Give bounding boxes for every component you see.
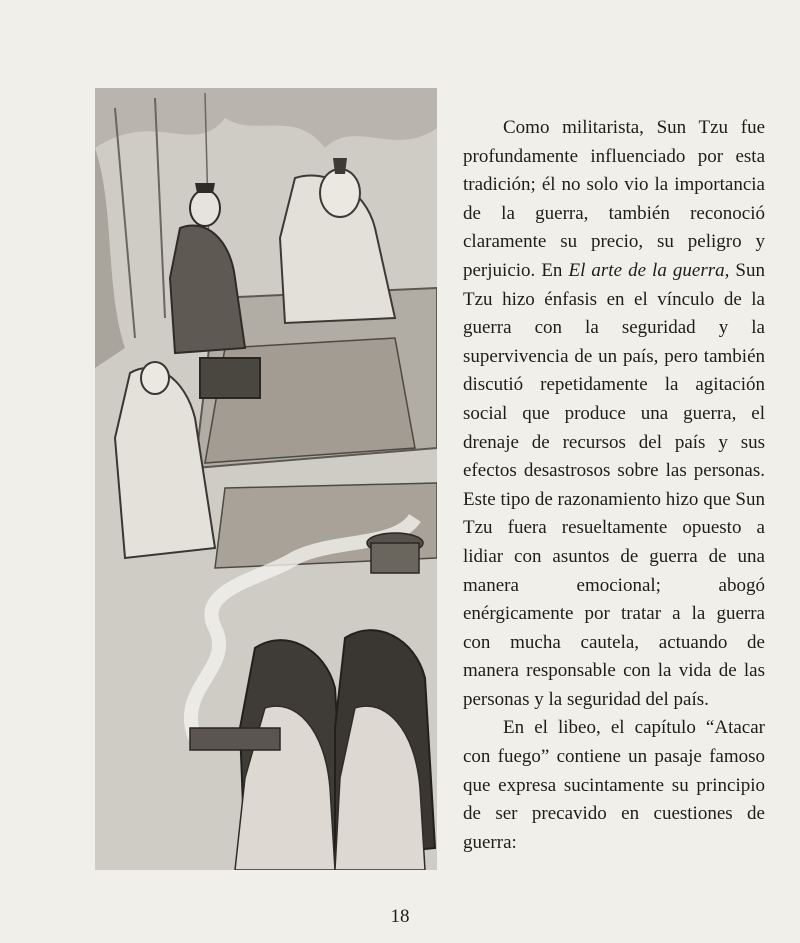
paragraph-2: En el libeo, el capítulo “Atacar con fuego” contiene un pasaje famoso que expresa sucintamente su principio de ser precavido en cuestiones de guerra: <box>463 717 765 853</box>
book-title-italic: El arte de la guerra <box>568 259 725 281</box>
paragraph-1-end: , Sun Tzu hizo énfasis en el vínculo de la guerra con la seguridad y la supervivencia de un país, pero también discutió repetidamente la agitación social que produce una guerra, el drenaje de recursos del país y sus efectos desastrosos sobre las personas. Este tipo de razonamiento hizo que Sun Tzu fuera resueltamente opuesto a lidiar con asuntos de guerra de una manera emocional; abogó enérgicamente por tratar a la guerra con mucha cautela, actuando de manera responsable con la vida de las personas y la seguridad del país. <box>463 259 765 710</box>
paragraph-1-start: Como militarista, Sun Tzu fue profundamente influenciado por esta tradición; él no solo vio la importancia de la guerra, también reconoció claramente su precio, su peligro y perjuicio. En <box>463 117 765 281</box>
page-number: 18 <box>390 906 410 927</box>
paragraph-1 <box>463 114 765 714</box>
body-text <box>463 114 765 857</box>
ink-drawing-illustration <box>95 88 437 870</box>
illustration-drawing <box>95 88 437 870</box>
